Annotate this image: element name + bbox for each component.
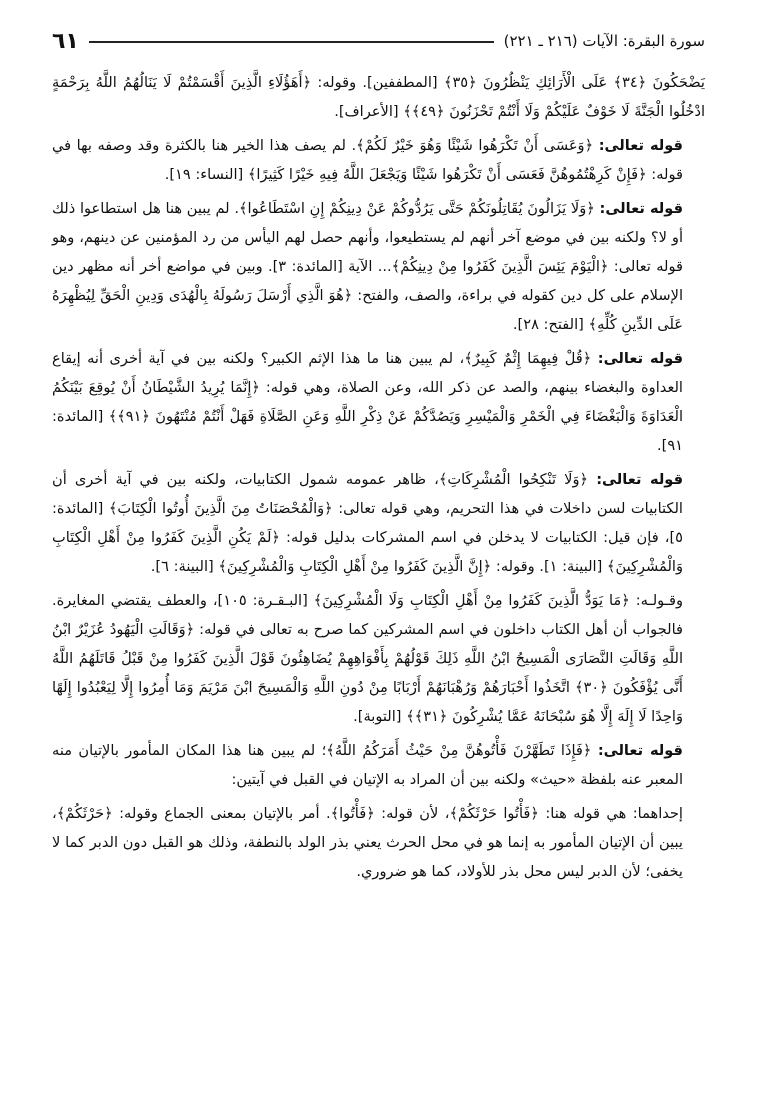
header-rule [89, 41, 494, 43]
paragraph-5 [52, 465, 705, 581]
paragraph-lead: قوله تعالى: [596, 471, 684, 488]
paragraph-text: ﴿قُلْ فِيهِمَا إِثْمٌ كَبِيرٌ﴾، لم يبين هنا ما هذا الإثم الكبير؟ ولكنه بين في آية أخرى أنه إيقاع العداوة والبغضاء بينهم، والصد عن ذكر الله، وعن الصلاة، وهي قوله: ﴿إِنَّمَا يُرِيدُ الشَّيْطَانُ أَنْ يُوقِعَ بَيْنَكُمُ الْعَدَاوَةَ وَالْبَغْضَاءَ فِي الْخَمْرِ وَالْمَيْسِرِ وَيَصُدَّكُمْ عَنْ ذِكْرِ اللَّهِ وَعَنِ الصَّلَاةِ فَهَلْ أَنْتُمْ مُنْتَهُونَ ﴿٩١﴾﴾ [المائدة: ٩١]. [52, 350, 683, 454]
paragraph-6 [52, 586, 705, 731]
paragraph-lead: قوله تعالى: [598, 137, 683, 154]
paragraph-2 [52, 131, 705, 189]
paragraph-lead: قوله تعالى: [599, 200, 683, 217]
paragraph-text: ﴿فَإِذَا تَطَهَّرْنَ فَأْتُوهُنَّ مِنْ حَيْثُ أَمَرَكُمُ اللَّهُ﴾؛ لم يبين هنا هذا المكان المأمور بالإتيان منه المعبر عنه بلفظة «حيث» ولكنه بين أن المراد به الإتيان في القبل في آيتين: [52, 742, 683, 788]
paragraph-4 [52, 344, 705, 460]
paragraph-3 [52, 194, 705, 339]
paragraph-text: ﴿وَعَسَى أَنْ تَكْرَهُوا شَيْئًا وَهُوَ خَيْرٌ لَكُمْ﴾. لم يصف هذا الخير هنا بالكثرة وقد وصفه بها في قوله: ﴿فَإِنْ كَرِهْتُمُوهُنَّ فَعَسَى أَنْ تَكْرَهُوا شَيْئًا وَيَجْعَلَ اللَّهُ فِيهِ خَيْرًا كَثِيرًا﴾ [النساء: ١٩]. [52, 137, 683, 183]
paragraph-text: يَضْحَكُونَ ﴿٣٤﴾ عَلَى الْأَرَائِكِ يَنْظُرُونَ ﴿٣٥﴾ [المطففين]. وقوله: ﴿أَهَؤُلَاءِ الَّذِينَ أَقْسَمْتُمْ لَا يَنَالُهُمُ اللَّهُ بِرَحْمَةٍ ادْخُلُوا الْجَنَّةَ لَا خَوْفٌ عَلَيْكُمْ وَلَا أَنْتُمْ تَحْزَنُونَ ﴿٤٩﴾﴾ [الأعراف]. [52, 74, 705, 120]
paragraph-text: وقـولـه: ﴿مَا يَوَدُّ الَّذِينَ كَفَرُوا مِنْ أَهْلِ الْكِتَابِ وَلَا الْمُشْرِكِينَ﴾ [البـقـرة: ١٠٥]، والعطف يقتضي المغايرة. فالجواب أن أهل الكتاب داخلون في اسم المشركين كما صرح به تعالى في قوله: ﴿وَقَالَتِ الْيَهُودُ عُزَيْرٌ ابْنُ اللَّهِ وَقَالَتِ النَّصَارَى الْمَسِيحُ ابْنُ اللَّهِ ذَلِكَ قَوْلُهُمْ بِأَفْوَاهِهِمْ يُضَاهِئُونَ قَوْلَ الَّذِينَ كَفَرُوا مِنْ قَبْلُ قَاتَلَهُمُ اللَّهُ أَنَّى يُؤْفَكُونَ ﴿٣٠﴾ اتَّخَذُوا أَحْبَارَهُمْ وَرُهْبَانَهُمْ أَرْبَابًا مِنْ دُونِ اللَّهِ وَالْمَسِيحَ ابْنَ مَرْيَمَ وَمَا أُمِرُوا إِلَّا لِيَعْبُدُوا إِلَهًا وَاحِدًا لَا إِلَهَ إِلَّا هُوَ سُبْحَانَهُ عَمَّا يُشْرِكُونَ ﴿٣١﴾﴾ [التوبة]. [52, 592, 683, 725]
paragraph-text: ﴿وَلَا تَنْكِحُوا الْمُشْرِكَاتِ﴾، ظاهر عمومه شمول الكتابيات، ولكنه بين في آية أخرى أن الكتابيات لسن داخلات في هذا التحريم، وهي قوله تعالى: ﴿وَالْمُحْصَنَاتُ مِنَ الَّذِينَ أُوتُوا الْكِتَابَ﴾ [المائدة: ٥]، فإن قيل: الكتابيات لا يدخلن في اسم المشركات بدليل قوله: ﴿لَمْ يَكُنِ الَّذِينَ كَفَرُوا مِنْ أَهْلِ الْكِتَابِ وَالْمُشْرِكِينَ﴾ [البينة: ١]. وقوله: ﴿إِنَّ الَّذِينَ كَفَرُوا مِنْ أَهْلِ الْكِتَابِ وَالْمُشْرِكِينَ﴾ [البينة: ٦]. [52, 471, 683, 575]
page-header [52, 24, 705, 58]
paragraph-text: إحداهما: هي قوله هنا: ﴿فَأْتُوا حَرْثَكُمْ﴾، لأن قوله: ﴿فَأْتُوا﴾. أمر بالإتيان بمعنى الجماع وقوله: ﴿حَرْثَكُمْ﴾، يبين أن الإتيان المأمور به إنما هو في محل الحرث يعني بذر الولد بالنطفة، وذلك هو القبل دون الدبر كما لا يخفى؛ لأن الدبر ليس محل بذر للأولاد، كما هو ضروري. [52, 805, 683, 880]
page-number: ٦١ [52, 28, 79, 54]
paragraph-1 [52, 68, 705, 126]
page-body [52, 68, 705, 886]
running-title: سورة البقرة: الآيات (٢١٦ ـ ٢٢١) [503, 32, 705, 50]
paragraph-text: ﴿وَلَا يَزَالُونَ يُقَاتِلُونَكُمْ حَتَّى يَرُدُّوكُمْ عَنْ دِينِكُمْ إِنِ اسْتَطَاعُوا﴾. لم يبين هنا هل استطاعوا ذلك أو لا؟ ولكنه بين في موضع آخر أنهم لم يستطيعوا، وأنهم حصل لهم اليأس من رد المؤمنين عن دينهم، وهو قوله تعالى: ﴿الْيَوْمَ يَئِسَ الَّذِينَ كَفَرُوا مِنْ دِينِكُمْ﴾... الآية [المائدة: ٣]. وبين في مواضع أخر أنه مظهر دين الإسلام على كل دين كقوله في براءة، والصف، والفتح: ﴿هُوَ الَّذِي أَرْسَلَ رَسُولَهُ بِالْهُدَى وَدِينِ الْحَقِّ لِيُظْهِرَهُ عَلَى الدِّينِ كُلِّهِ﴾ [الفتح: ٢٨]. [52, 200, 683, 333]
paragraph-lead: قوله تعالى: [597, 742, 683, 759]
paragraph-8 [52, 799, 705, 886]
paragraph-7 [52, 736, 705, 794]
paragraph-lead: قوله تعالى: [597, 350, 683, 367]
